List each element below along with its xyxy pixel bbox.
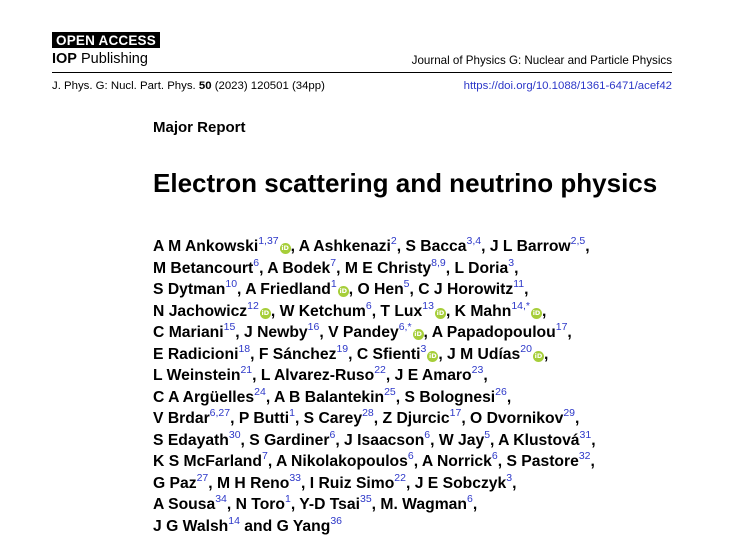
affiliation-link[interactable]: 14,* [511,299,530,312]
author-separator: , [267,453,276,470]
affiliation-link[interactable]: 32 [578,450,591,462]
author-name[interactable]: M. Wagman [380,496,467,513]
author-name[interactable]: A M Ankowski [153,238,259,255]
author-name[interactable]: N Jachowicz [153,302,248,320]
author-name[interactable]: S Gardiner [249,431,330,449]
author-name[interactable]: J E Sobczyk [414,474,507,492]
affiliation-link[interactable]: 1,37 [258,235,279,247]
author-name[interactable]: M E Christy [344,259,432,277]
affiliation-link[interactable]: 5 [403,278,410,290]
affiliation-link[interactable]: 3,4 [466,235,482,247]
author-separator: , [348,281,358,298]
affiliation-link[interactable]: 6 [365,299,372,312]
author-separator: , [512,474,517,492]
author-name[interactable]: A Bodek [267,259,331,277]
affiliation-link[interactable]: 12 [247,299,259,312]
affiliation-link[interactable]: 6,* [398,321,412,333]
affiliation-link[interactable]: 3 [508,256,515,269]
affiliation-link[interactable]: 24 [254,385,266,398]
author-separator: , [250,345,259,363]
citation [52,80,325,92]
author-separator: , [395,388,405,406]
author-separator: , [371,302,381,320]
publisher-logo [52,51,148,67]
affiliation-link[interactable]: 16 [307,321,320,333]
affiliation-link[interactable]: 6 [253,256,260,269]
author-name[interactable]: K S McFarland [153,453,262,470]
author-name[interactable]: C J Horowitz [418,281,514,298]
author-line [153,344,713,366]
author-separator: , [585,238,590,255]
orcid-icon[interactable]: iD [534,351,543,360]
affiliation-link[interactable]: 1 [284,493,291,505]
doi-link[interactable]: https://doi.org/10.1088/1361-6471/acef42 [463,80,672,92]
orcid-icon[interactable]: iD [414,330,422,338]
author-separator: , [336,259,345,277]
author-name[interactable]: J L Barrow [489,238,571,255]
author-line [153,322,713,344]
author-line [153,301,713,323]
author-separator: , [208,474,217,492]
journal-name: Journal of Physics G: Nuclear and Particle Physics [411,54,672,67]
author-name[interactable]: A Ashkenazi [298,238,391,255]
orcid-icon[interactable]: iD [436,308,445,317]
affiliation-link[interactable]: 10 [225,278,238,290]
author-name[interactable]: V Pandey [328,324,399,341]
author-name[interactable]: M Betancourt [153,259,254,277]
author-name[interactable]: P Butti [238,410,290,427]
orcid-icon[interactable]: iD [281,244,289,252]
author-separator: , [348,345,357,363]
author-separator: , [542,302,547,320]
author-name[interactable]: O Hen [357,281,404,298]
author-name[interactable]: M H Reno [217,474,290,492]
author-name[interactable]: L Doria [454,259,509,277]
author-separator: , [319,324,329,341]
author-separator: , [385,367,395,384]
author-name[interactable]: T Lux [380,302,423,320]
author-line [153,258,713,280]
orcid-icon[interactable]: iD [261,308,270,317]
affiliation-link[interactable]: 7 [330,256,337,269]
affiliation-link[interactable]: 11 [513,278,525,290]
affiliation-link[interactable]: 8,9 [431,256,446,269]
author-separator: , [438,345,448,363]
author-line [153,279,713,301]
author-name[interactable]: J M Udías [447,345,521,363]
author-name[interactable]: N Toro [235,496,285,513]
author-name[interactable]: Y-D Tsai [299,496,360,513]
publisher-name-bold: IOP [52,51,77,67]
author-name[interactable]: S Bolognesi [404,388,496,406]
author-name[interactable]: A Norrick [421,453,492,470]
author-separator: , [445,302,455,320]
affiliation-link[interactable]: 14 [228,514,240,527]
author-line [153,451,713,473]
author-separator: , [472,496,478,513]
author-name[interactable]: C A Argüelles [153,388,255,406]
author-name[interactable]: W Jay [438,431,485,449]
affiliation-link[interactable]: 6,27 [209,407,231,419]
author-name[interactable]: A Friedland [245,281,331,298]
author-separator: , [405,474,415,492]
affiliation-link[interactable]: 3 [506,471,513,484]
affiliation-link[interactable]: 22 [394,471,406,484]
author-separator: , [290,496,300,513]
author-name[interactable]: O Dvornikov [470,410,564,427]
author-name[interactable]: A B Balantekin [273,388,385,406]
affiliation-link[interactable]: 2 [390,235,397,247]
author-separator: , [396,238,406,255]
author-separator: , [335,431,345,449]
affiliation-link[interactable]: 34 [215,493,227,505]
affiliation-link[interactable]: 15 [223,321,236,333]
author-separator: , [524,281,529,298]
author-name[interactable]: C Sfienti [356,345,421,363]
affiliation-link[interactable]: 28 [362,407,374,419]
author-name[interactable]: S Dytman [153,281,226,298]
author-separator: , [543,345,549,363]
affiliation-link[interactable]: 20 [520,342,532,355]
author-name[interactable]: J G Walsh [153,517,229,535]
author-name[interactable]: G Yang [276,517,331,535]
author-separator: , [481,238,490,255]
author-line [153,365,713,387]
paper-title: Electron scattering and neutrino physics [153,168,658,198]
article-type: Major Report [153,119,246,136]
affiliation-link[interactable]: 22 [374,364,386,376]
author-separator: , [294,410,304,427]
author-separator: , [290,238,299,255]
author-line [153,473,713,495]
author-separator: , [490,431,499,449]
author-separator: , [445,259,455,277]
author-separator: , [265,388,274,406]
orcid-icon[interactable]: iD [339,287,348,295]
author-separator: , [514,259,519,277]
author-name[interactable]: L Alvarez-Ruso [260,367,375,384]
author-line [153,236,713,258]
affiliation-link[interactable]: 6 [424,428,431,441]
author-name[interactable]: K Mahn [454,302,512,320]
author-name[interactable]: A Sousa [153,496,216,513]
affiliation-link[interactable]: 17 [449,407,462,419]
author-name[interactable]: E Radicioni [153,345,239,363]
author-separator: , [371,496,381,513]
author-separator: , [235,324,245,341]
author-separator: , [567,324,572,341]
author-separator: , [591,431,596,449]
affiliation-link[interactable]: 6 [329,428,336,441]
author-separator: , [430,431,439,449]
author-name[interactable]: A Nikolakopoulos [275,453,408,470]
affiliation-link[interactable]: 36 [330,514,343,527]
affiliation-link[interactable]: 17 [555,321,568,333]
header-divider [52,72,672,73]
affiliation-link[interactable]: 21 [240,364,253,376]
author-line [153,516,713,538]
author-separator: , [259,259,268,277]
author-name[interactable]: V Brdar [153,410,210,427]
author-name[interactable]: A Papadopoulou [431,324,556,341]
author-separator: , [590,453,595,470]
author-name[interactable]: S Edayath [153,431,229,449]
author-separator: , [230,410,239,427]
author-name[interactable]: Z Djurcic [382,410,450,427]
affiliation-link[interactable]: 1 [289,407,295,419]
author-separator: , [461,410,471,427]
citation-prefix: J. Phys. G: Nucl. Part. Phys. [52,80,199,92]
author-name[interactable]: S Bacca [405,238,467,255]
orcid-icon[interactable]: iD [429,351,437,360]
affiliation-link[interactable]: 30 [228,428,241,441]
author-name[interactable]: S Carey [303,410,363,427]
author-separator: , [423,324,432,341]
open-access-badge: OPEN ACCESS [52,32,160,48]
author-separator: , [497,453,507,470]
author-separator: , [506,388,512,406]
affiliation-link[interactable]: 7 [261,450,268,462]
author-line [153,387,713,409]
author-name[interactable]: J Newby [244,324,308,341]
author-name[interactable]: L Weinstein [153,367,241,384]
author-name[interactable]: W Ketchum [279,302,366,320]
author-separator: and [239,517,277,535]
author-name[interactable]: J E Amaro [394,367,472,384]
affiliation-link[interactable]: 35 [359,493,372,505]
affiliation-link[interactable]: 2,5 [570,235,586,247]
author-separator: , [301,474,310,492]
affiliation-link[interactable]: 33 [289,471,302,484]
citation-volume: 50 [198,80,212,92]
author-separator: , [240,431,250,449]
author-line [153,408,713,430]
affiliation-link[interactable]: 3 [420,342,427,355]
affiliation-link[interactable]: 6 [491,450,498,462]
author-name[interactable]: S Pastore [506,453,579,470]
author-separator: , [226,496,236,513]
author-separator: , [483,367,488,384]
author-separator: , [575,410,580,427]
author-separator: , [409,281,419,298]
affiliation-link[interactable]: 19 [336,342,349,355]
author-list [153,236,713,537]
orcid-icon[interactable]: iD [532,308,541,317]
citation-suffix: (2023) 120501 (34pp) [211,80,325,92]
affiliation-link[interactable]: 25 [384,385,396,398]
affiliation-link[interactable]: 29 [563,407,575,419]
affiliation-link[interactable]: 18 [238,342,251,355]
author-name[interactable]: F Sánchez [258,345,337,363]
publisher-name-rest: Publishing [76,51,148,67]
author-line [153,430,713,452]
author-separator: , [270,302,280,320]
author-name[interactable]: A Klustová [498,431,580,449]
affiliation-link[interactable]: 1 [330,278,337,290]
affiliation-link[interactable]: 27 [196,471,209,484]
author-name[interactable]: G Paz [153,474,197,492]
author-separator: , [413,453,422,470]
author-name[interactable]: C Mariani [153,324,224,341]
author-name[interactable]: I Ruiz Simo [309,474,395,492]
affiliation-link[interactable]: 23 [471,364,484,376]
affiliation-link[interactable]: 31 [579,428,592,441]
affiliation-link[interactable]: 5 [484,428,491,441]
author-separator: , [237,281,246,298]
affiliation-link[interactable]: 6 [407,450,414,462]
author-separator: , [252,367,261,384]
affiliation-link[interactable]: 26 [495,385,507,398]
author-separator: , [373,410,383,427]
author-name[interactable]: J Isaacson [344,431,425,449]
author-line [153,494,713,516]
affiliation-link[interactable]: 6 [466,493,473,505]
affiliation-link[interactable]: 13 [422,299,434,312]
